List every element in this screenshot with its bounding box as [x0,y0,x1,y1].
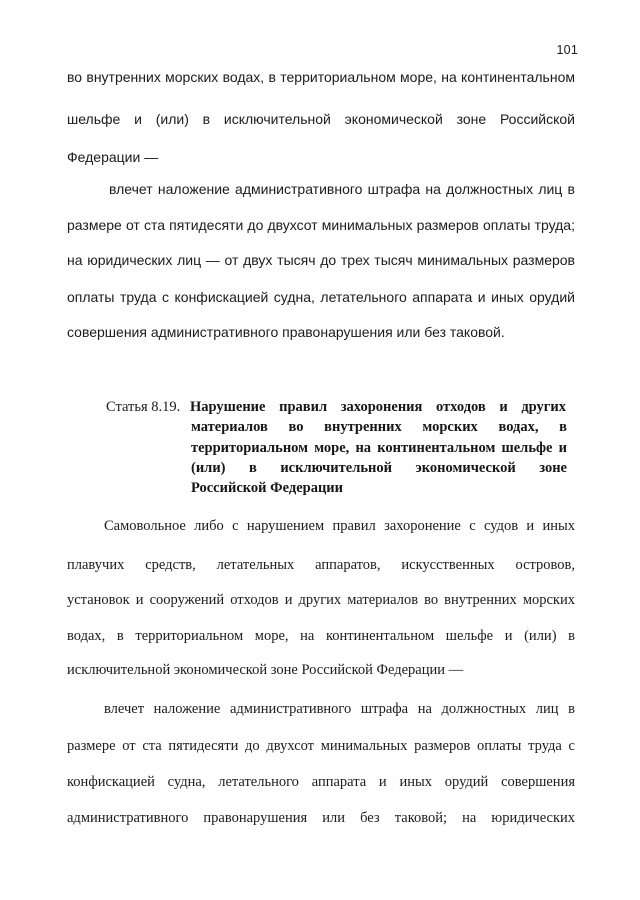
paragraph-line: административного правонарушения или без таковой; на юридических [67,810,575,826]
article-title-line: территориальном море, на континентальном шельфе и [191,440,567,456]
article-title-line: материалов во внутренних морских водах, в [191,419,567,435]
paragraph-line: шельфе и (или) в исключительной экономической зоне Российской [67,111,575,127]
page-number: 101 [556,43,578,57]
paragraph-line: во внутренних морских водах, в территориальном море, на континентальном [67,69,575,85]
paragraph-line: Самовольное либо с нарушением правил захоронение с судов и иных [104,518,575,534]
paragraph-line: водах, в территориальном море, на континентальном шельфе и (или) в [67,628,575,644]
paragraph-line: плавучих средств, летательных аппаратов, искусственных островов, [67,557,575,573]
paragraph-line: влечет наложение административного штрафа на должностных лиц в [109,181,575,197]
paragraph-line: оплаты труда с конфискацией судна, летательного аппарата и иных орудий [67,289,575,305]
paragraph-line: совершения административного правонарушения или без таковой. [67,324,505,340]
paragraph-line: конфискацией судна, летательного аппарата и иных орудий совершения [67,774,575,790]
paragraph-line: размере от ста пятидесяти до двухсот минимальных размеров оплаты труда; [67,217,575,233]
paragraph-line: исключительной экономической зоне Российской Федерации — [67,662,464,678]
paragraph-line: установок и сооружений отходов и других материалов во внутренних морских [67,592,575,608]
paragraph-line: влечет наложение административного штрафа на должностных лиц в [104,701,575,717]
article-number: Статья 8.19. [106,399,181,415]
article-title-line: Нарушение правил захоронения отходов и других [190,399,566,415]
paragraph-line: Федерации — [67,149,159,165]
article-title-line: (или) в исключительной экономической зоне [191,460,567,476]
article-title-line: Российской Федерации [191,480,344,496]
paragraph-line: на юридических лиц — от двух тысяч до трех тысяч минимальных размеров [67,252,575,268]
paragraph-line: размере от ста пятидесяти до двухсот минимальных размеров оплаты труда с [67,738,575,754]
